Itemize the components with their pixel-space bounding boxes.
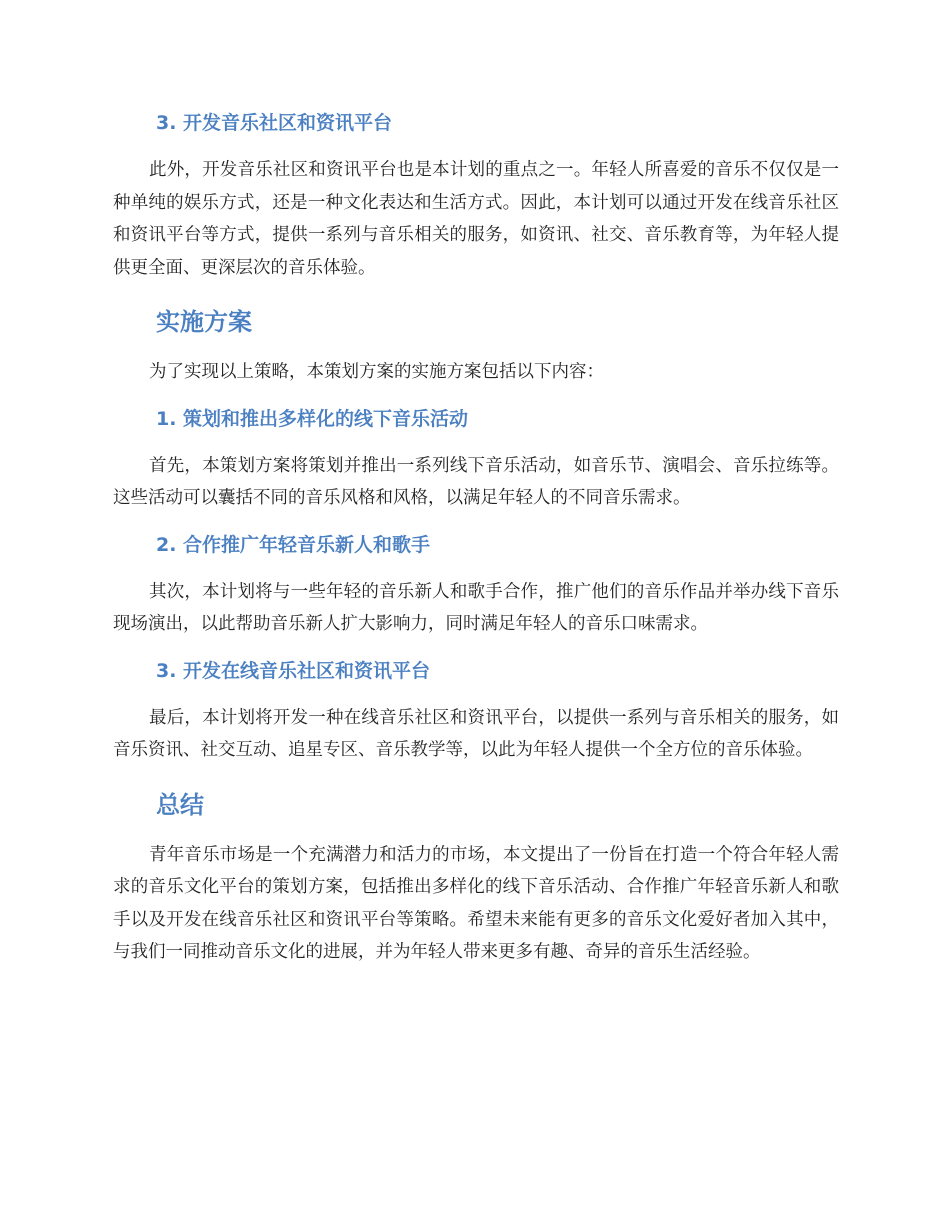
heading-new-artists: 2. 合作推广年轻音乐新人和歌手 [156, 533, 431, 556]
paragraph-new-artists: 其次，本计划将与一些年轻的音乐新人和歌手合作，推广他们的音乐作品并举办线下音乐现场演出，以此帮助音乐新人扩大影响力，同时满足年轻人的音乐口味需求。 [113, 581, 839, 634]
heading-offline-events: 1. 策划和推出多样化的线下音乐活动 [156, 407, 469, 430]
heading-develop-platform: 3. 开发音乐社区和资讯平台 [156, 112, 393, 134]
paragraph-online-platform: 最后，本计划将开发一种在线音乐社区和资讯平台，以提供一系列与音乐相关的服务，如音乐资讯、社交互动、追星专区、音乐教学等，以此为年轻人提供一个全方位的音乐体验。 [113, 707, 839, 760]
document-body [113, 108, 839, 969]
paragraph-summary: 青年音乐市场是一个充满潜力和活力的市场，本文提出了一份旨在打造一个符合年轻人需求的音乐文化平台的策划方案，包括推出多样化的线下音乐活动、合作推广年轻音乐新人和歌手以及开发在线音乐社区和资讯平台等策略。希望未来能有更多的音乐文化爱好者加入其中，与我们一同推动音乐文化的进展，并为年轻人带来更多有趣、奇异的音乐生活经验。 [113, 844, 839, 962]
paragraph-implementation-intro: 为了实现以上策略，本策划方案的实施方案包括以下内容： [149, 362, 604, 382]
heading-implementation: 实施方案 [156, 308, 252, 336]
paragraph-offline-events: 首先，本策划方案将策划并推出一系列线下音乐活动，如音乐节、演唱会、音乐拉练等。这些活动可以囊括不同的音乐风格和风格，以满足年轻人的不同音乐需求。 [113, 455, 839, 508]
heading-online-platform: 3. 开发在线音乐社区和资讯平台 [156, 659, 431, 682]
heading-summary: 总结 [156, 790, 204, 819]
paragraph-develop-platform: 此外，开发音乐社区和资讯平台也是本计划的重点之一。年轻人所喜爱的音乐不仅仅是一种单纯的娱乐方式，还是一种文化表达和生活方式。因此，本计划可以通过开发在线音乐社区和资讯平台等方式，提供一系列与音乐相关的服务，如资讯、社交、音乐教育等，为年轻人提供更全面、更深层次的音乐体验。 [113, 160, 839, 278]
